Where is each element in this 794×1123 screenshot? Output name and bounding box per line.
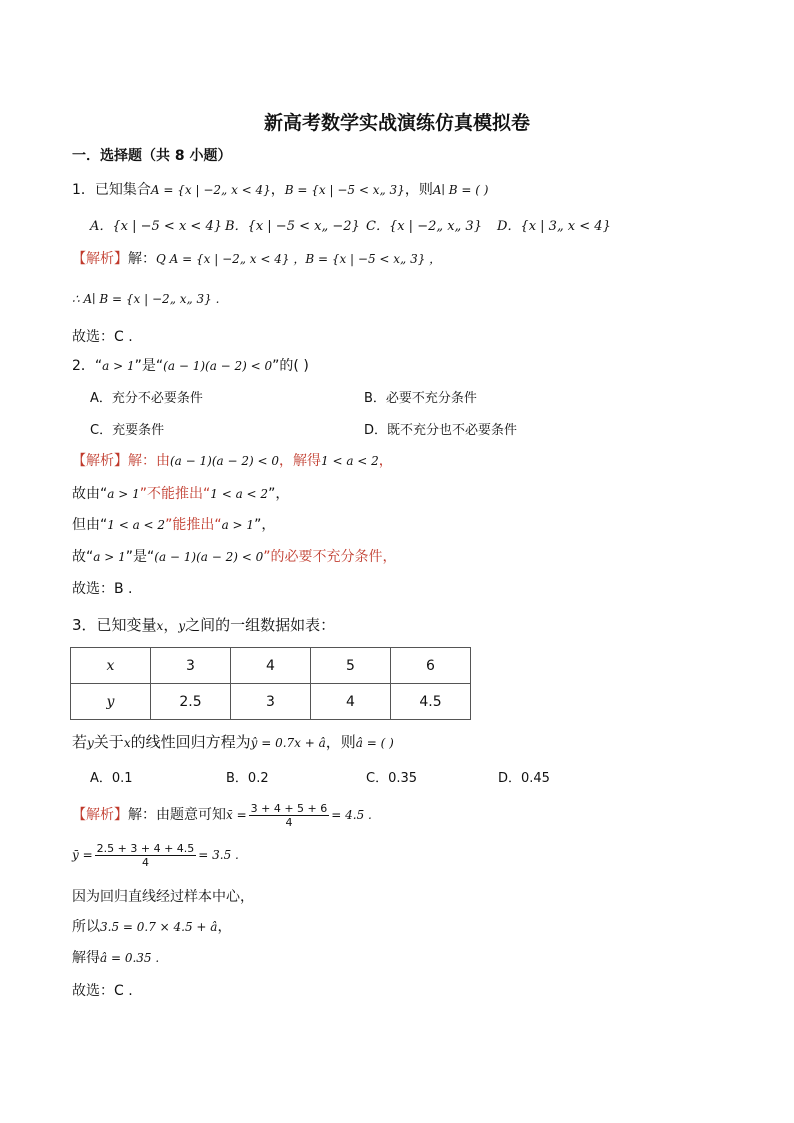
- q2-option-b: B．必要不充分条件: [364, 391, 477, 406]
- q1-option-d: D．{x | 3„ x < 4}: [497, 219, 611, 234]
- table-cell: 4: [231, 648, 311, 684]
- table-cell: 5: [311, 648, 391, 684]
- table-cell: x: [71, 648, 151, 684]
- q3-question: 若y关于x的线性回归方程为ŷ = 0.7x + â，则â = ( ): [72, 733, 394, 751]
- q3-solution-line-4: 所以3.5 = 0.7 × 4.5 + â，: [72, 919, 232, 935]
- q2-solution-line-4: 故“a > 1”是“(a − 1)(a − 2) < 0”的必要不充分条件，: [72, 549, 397, 565]
- page-title: 新高考数学实战演练仿真模拟卷: [263, 112, 530, 134]
- table-cell: 4.5: [391, 684, 471, 720]
- section-heading: 一．选择题（共 8 小题）: [72, 148, 232, 164]
- q2-answer: 故选：B .: [72, 581, 133, 597]
- q2-stem: 2．“a > 1”是“(a − 1)(a − 2) < 0”的( ): [72, 358, 309, 374]
- q2-option-a: A．充分不必要条件: [90, 391, 203, 406]
- q1-stem: 1．已知集合A = {x | −2„ x < 4}，B = {x | −5 < x„ 3}，则A∣ B = ( ): [72, 182, 489, 198]
- q3-option-c: C．0.35: [366, 771, 418, 786]
- q1-option-a: A．{x | −5 < x < 4}: [90, 219, 222, 234]
- q1-answer: 故选：C .: [72, 329, 133, 345]
- table-row: [71, 648, 471, 684]
- fraction: $\frac{3 + 4 + 5 + 6}{4}$: [250, 801, 328, 829]
- table-cell: 2.5: [151, 684, 231, 720]
- fraction: $\frac{2.5 + 3 + 4 + 4.5}{4}$: [96, 841, 195, 869]
- q3-solution-line-3: 因为回归直线经过样本中心，: [72, 889, 254, 905]
- q2-solution-line-2: 故由“a > 1”不能推出“1 < a < 2”，: [72, 486, 290, 502]
- q2-solution-line-1: 【解析】解：由(a − 1)(a − 2) < 0，解得1 < a < 2，: [72, 453, 393, 469]
- q3-option-a: A．0.1: [90, 771, 133, 786]
- table-cell: 4: [311, 684, 391, 720]
- q2-option-c: C．充要条件: [90, 423, 165, 438]
- table-cell: 6: [391, 648, 471, 684]
- q1-solution-line-2: ∴ A∣ B = {x | −2„ x„ 3} .: [72, 292, 220, 306]
- q1-option-c: C．{x | −2„ x„ 3}: [366, 219, 482, 234]
- data-table: [70, 647, 471, 720]
- q3-answer: 故选：C .: [72, 983, 133, 999]
- table-cell: 3: [151, 648, 231, 684]
- q1-solution-line-1: 【解析】解：Q A = {x | −2„ x < 4} ，B = {x | −5 < x„ 3} ，: [72, 251, 442, 267]
- q3-solution-line-2: ȳ = $\frac{2.5 + 3 + 4 + 4.5}{4}$ = 3.5 .: [72, 841, 239, 869]
- table-cell: 3: [231, 684, 311, 720]
- q2-solution-line-3: 但由“1 < a < 2”能推出“a > 1”，: [72, 517, 276, 533]
- q3-option-d: D．0.45: [498, 771, 550, 786]
- q1-option-b: B．{x | −5 < x„ −2}: [225, 219, 360, 234]
- q3-option-b: B．0.2: [226, 771, 269, 786]
- q3-stem: 3．已知变量x，y之间的一组数据如表：: [72, 616, 336, 634]
- q3-solution-line-1: 【解析】解：由题意可知x̄ = $\frac{3 + 4 + 5 + 6}{4}$ = 4.5 .: [72, 801, 372, 829]
- table-row: [71, 684, 471, 720]
- table-cell: y: [71, 684, 151, 720]
- q3-solution-line-5: 解得â = 0.35 .: [72, 950, 160, 966]
- q2-option-d: D．既不充分也不必要条件: [364, 423, 518, 438]
